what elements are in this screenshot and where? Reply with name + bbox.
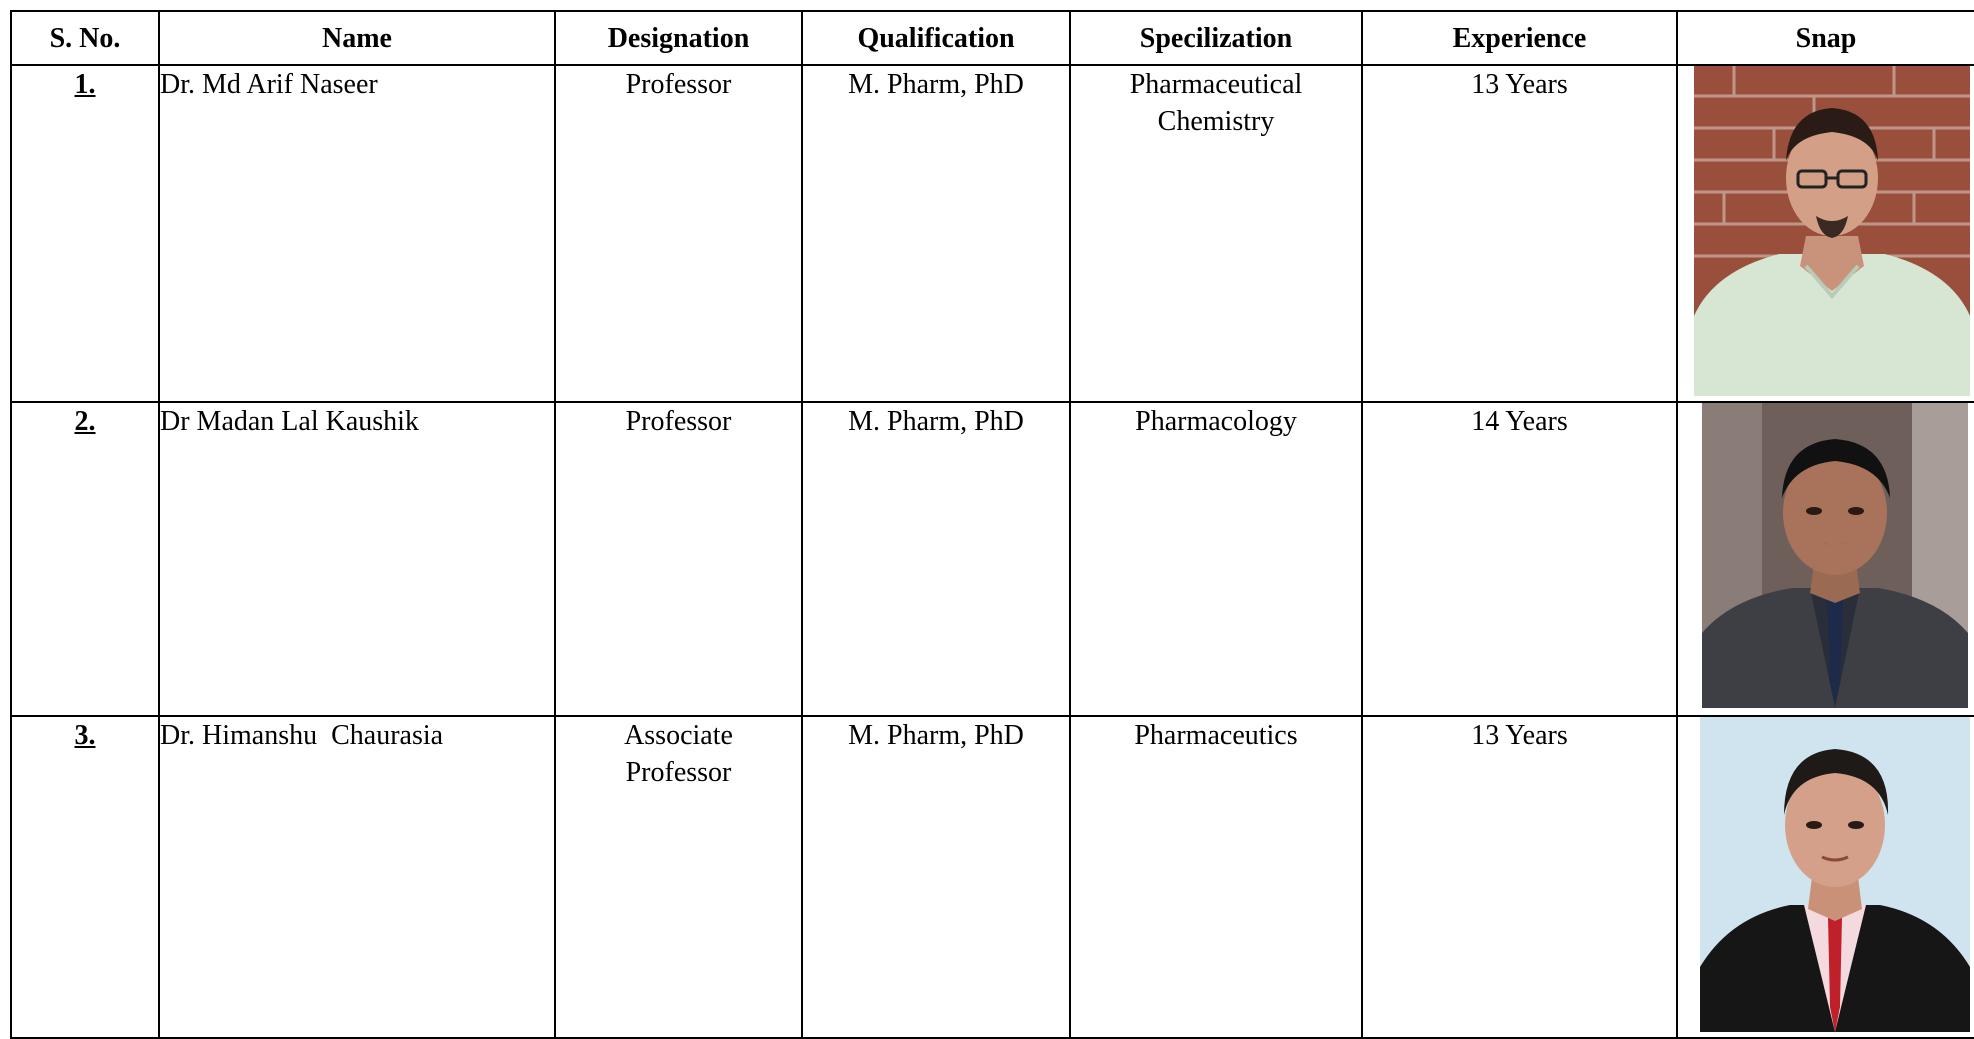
specialization-line: Pharmacology xyxy=(1135,406,1297,437)
row-designation xyxy=(555,65,802,402)
row-experience: 14 Years xyxy=(1362,402,1677,716)
faculty-photo xyxy=(1702,403,1968,708)
table-row xyxy=(11,65,1974,402)
row-name: Dr. Himanshu Chaurasia xyxy=(159,716,555,1038)
designation-line: Associate xyxy=(624,720,733,751)
header-designation: Designation xyxy=(555,11,802,65)
designation-line: Professor xyxy=(625,69,732,100)
specialization-line: Pharmaceutical xyxy=(1129,69,1303,100)
row-snap xyxy=(1677,402,1974,716)
row-snap xyxy=(1677,65,1974,402)
faculty-photo xyxy=(1694,66,1970,396)
row-experience: 13 Years xyxy=(1362,65,1677,402)
header-qualification: Qualification xyxy=(802,11,1070,65)
table-row xyxy=(11,402,1974,716)
header-experience: Experience xyxy=(1362,11,1677,65)
table-header-row xyxy=(11,11,1974,65)
row-sno: 1. xyxy=(11,65,159,402)
header-snap: Snap xyxy=(1677,11,1974,65)
designation-line: Professor xyxy=(625,757,732,788)
faculty-table xyxy=(10,10,1974,1039)
row-specialization xyxy=(1070,402,1362,716)
row-specialization xyxy=(1070,716,1362,1038)
table-row xyxy=(11,716,1974,1038)
row-name: Dr. Md Arif Naseer xyxy=(159,65,555,402)
row-sno: 3. xyxy=(11,716,159,1038)
header-specialization: Specilization xyxy=(1070,11,1362,65)
row-qualification: M. Pharm, PhD xyxy=(802,402,1070,716)
row-sno: 2. xyxy=(11,402,159,716)
row-snap xyxy=(1677,716,1974,1038)
row-specialization xyxy=(1070,65,1362,402)
specialization-line: Chemistry xyxy=(1157,106,1275,137)
row-name: Dr Madan Lal Kaushik xyxy=(159,402,555,716)
row-designation xyxy=(555,716,802,1038)
header-name: Name xyxy=(159,11,555,65)
row-qualification: M. Pharm, PhD xyxy=(802,65,1070,402)
designation-line: Professor xyxy=(625,406,732,437)
header-sno: S. No. xyxy=(11,11,159,65)
faculty-photo xyxy=(1700,717,1970,1032)
row-designation xyxy=(555,402,802,716)
row-experience: 13 Years xyxy=(1362,716,1677,1038)
row-qualification: M. Pharm, PhD xyxy=(802,716,1070,1038)
specialization-line: Pharmaceutics xyxy=(1134,720,1298,751)
